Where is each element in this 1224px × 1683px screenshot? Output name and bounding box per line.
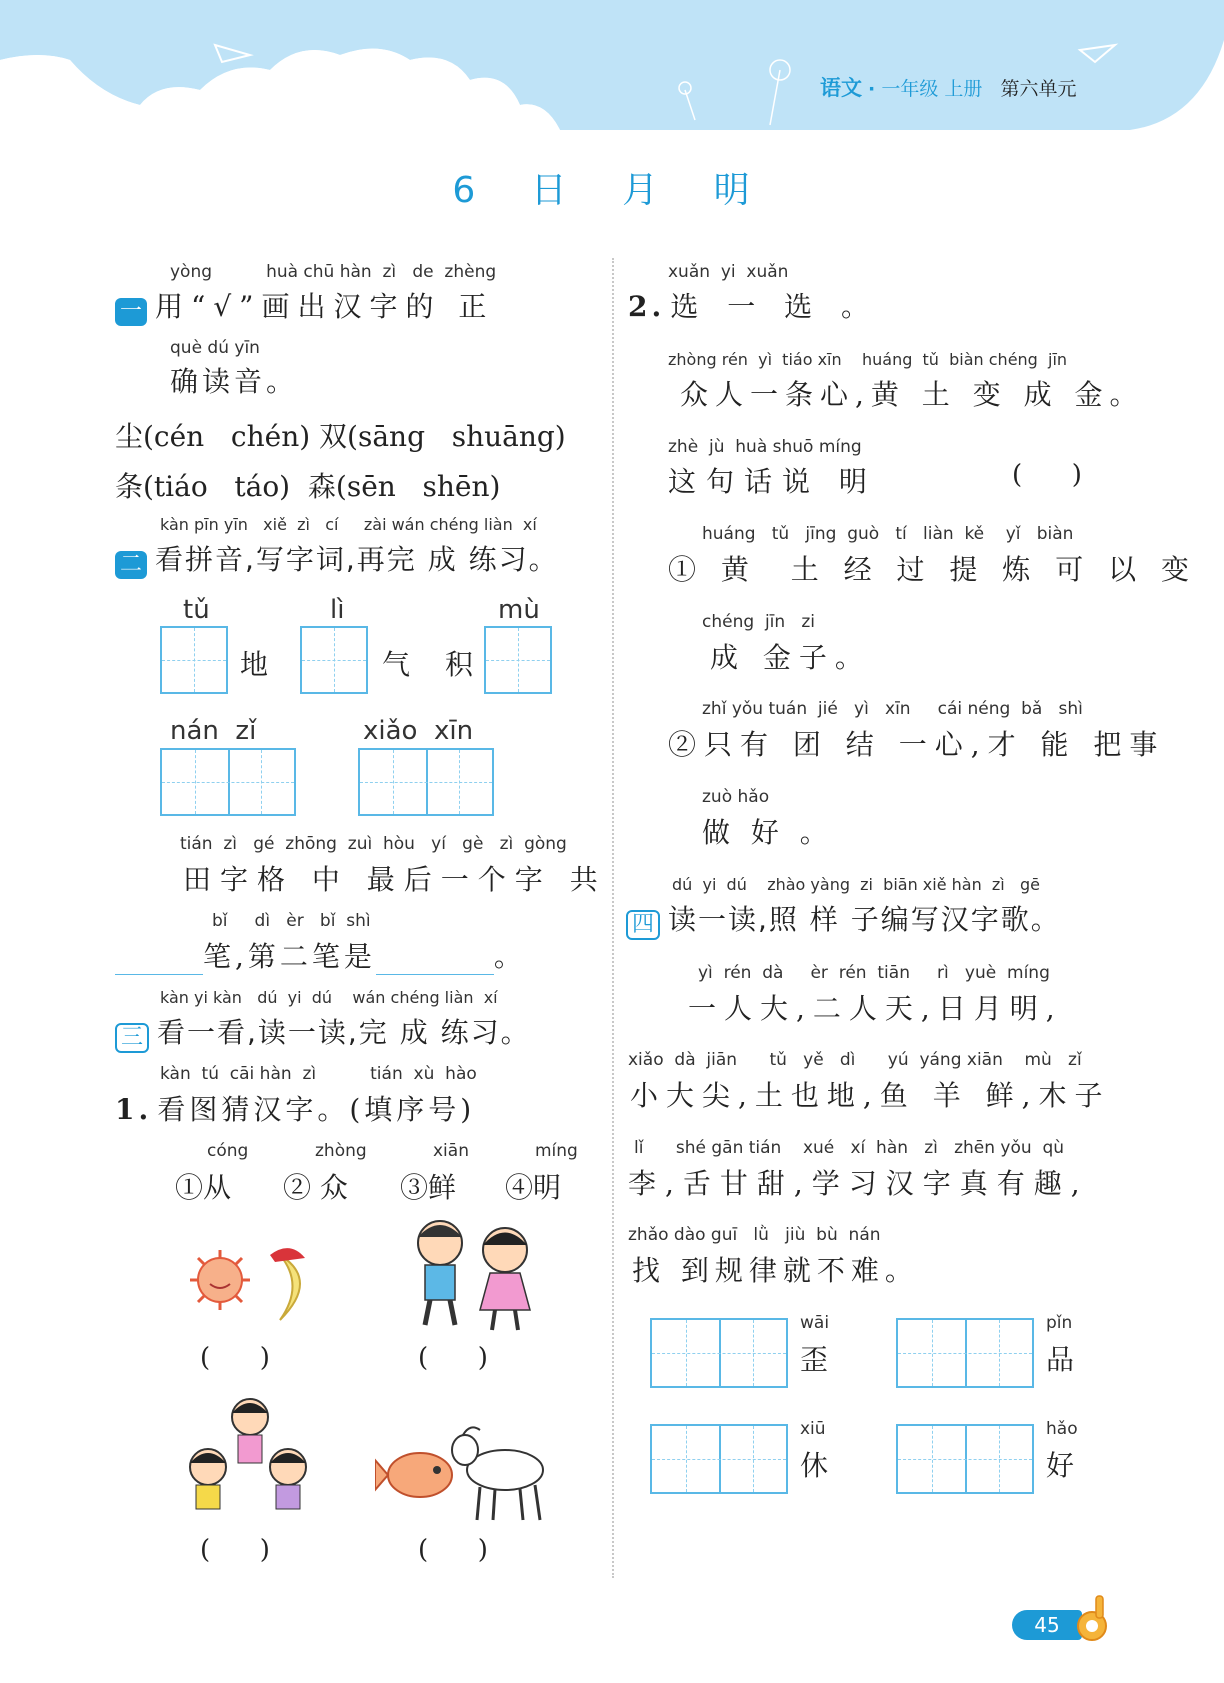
writing-box-double[interactable] (896, 1424, 1034, 1494)
s2-pinyin: zhè jù huà shuō míng (668, 437, 862, 457)
subject-label: 语文 (820, 76, 862, 100)
section-badge-4: 四 (626, 910, 660, 940)
writing-box[interactable] (160, 626, 228, 694)
volume-label: 上册 (944, 78, 983, 100)
sec4-heading (626, 898, 1061, 940)
box-pinyin-3: xiū (800, 1419, 826, 1439)
answer-blank[interactable] (376, 940, 494, 975)
sun-and-moon-illustration (180, 1240, 320, 1330)
writing-box-double[interactable] (160, 748, 296, 816)
answer-blank[interactable] (115, 940, 203, 975)
sec4-instruction: 读一读,照 样 子编写汉字歌。 (668, 903, 1061, 936)
q1-pinyin: kàn tú cāi hàn zì tián xù hào (160, 1064, 477, 1084)
sec1-choice-line-1: 尘(cén chén) 双(sāng shuāng) (115, 420, 566, 453)
sec2-question-pinyin-2: bǐ dì èr bǐ shì (212, 911, 371, 931)
option-pinyin-3: xiān (433, 1141, 469, 1161)
sec2-row2-pinyin-1: nán zǐ (170, 716, 257, 746)
section-badge-3: 三 (115, 1023, 149, 1053)
option-3: ③鲜 (400, 1171, 457, 1204)
writing-box-double[interactable] (650, 1424, 788, 1494)
sec2-row2-pinyin-2: xiǎo xīn (363, 716, 474, 746)
dot-separator: · (868, 78, 876, 100)
sec2-row1-pinyin-2: lì (330, 595, 345, 625)
box-pinyin-2: pǐn (1046, 1313, 1073, 1333)
three-children-illustration (180, 1395, 320, 1525)
answer-paren[interactable]: ( ) (200, 1535, 270, 1565)
sec2-row1-pinyin-1: tǔ (183, 595, 210, 625)
o1b-text: 成 金子。 (710, 641, 871, 674)
hand-logo-icon (1072, 1592, 1112, 1644)
sec2-row1-char-2: 气 (382, 648, 415, 681)
q1-line (115, 1088, 475, 1128)
o2-pinyin: zhǐ yǒu tuán jié yì xīn cái néng bǎ shì (702, 699, 1083, 719)
answer-paren[interactable]: ( ) (1012, 460, 1082, 490)
answer-paren[interactable]: ( ) (418, 1343, 488, 1373)
column-divider (612, 258, 616, 1578)
box-pinyin-4: hǎo (1046, 1419, 1078, 1439)
option-pinyin-1: cóng (207, 1141, 249, 1161)
o2-text: ②只有 团 结 一心,才 能 把事 (668, 728, 1166, 761)
sec1-instruction-2: 确读音。 (170, 365, 299, 398)
p4-text: 找 到规律就不难。 (632, 1254, 919, 1287)
sec3-heading (115, 1011, 531, 1053)
s1-text: 众人一条心,黄 土 变 成 金。 (680, 378, 1145, 411)
box-char-2: 品 (1046, 1343, 1079, 1376)
option-2: ② 众 (283, 1171, 348, 1204)
grade-label: 一年级 (881, 78, 939, 100)
p1-text: 一人大,二人天,日月明, (688, 992, 1063, 1025)
p2-text: 小大尖,土也地,鱼 羊 鲜,木子 (630, 1079, 1111, 1112)
o1-text: ① 黄 土 经 过 提 炼 可 以 变 (668, 553, 1198, 586)
two-children-illustration (400, 1215, 550, 1335)
writing-box-double[interactable] (650, 1318, 788, 1388)
sec2-row1-char-1: 地 (240, 648, 273, 681)
option-4: ④明 (505, 1171, 562, 1204)
header-breadcrumb (820, 72, 1076, 102)
q2-pinyin: xuǎn yi xuǎn (668, 262, 789, 282)
o2b-pinyin: zuò hǎo (702, 787, 770, 807)
box-char-4: 好 (1046, 1449, 1079, 1482)
writing-box-double[interactable] (896, 1318, 1034, 1388)
p4-pinyin: zhǎo dào guī lǜ jiù bù nán (628, 1225, 881, 1245)
sec3-pinyin: kàn yi kàn dú yi dú wán chéng liàn xí (160, 988, 498, 1007)
writing-box[interactable] (484, 626, 552, 694)
sec1-choice-line-2: 条(tiáo táo) 森(sēn shēn) (115, 470, 501, 503)
s1-pinyin: zhòng rén yì tiáo xīn huáng tǔ biàn chéng jīn (668, 350, 1068, 369)
q2-text: 选 一 选 。 (670, 290, 880, 323)
s2-text: 这句话说 明 (668, 465, 877, 498)
option-pinyin-4: míng (535, 1141, 578, 1161)
option-1: ①从 (175, 1171, 232, 1204)
option-pinyin-2: zhòng (315, 1141, 367, 1161)
sec2-row1-pinyin-3: mù (498, 595, 540, 625)
p3-pinyin: lǐ shé gān tián xué xí hàn zì zhēn yǒu qù (634, 1138, 1065, 1158)
answer-paren[interactable]: ( ) (200, 1343, 270, 1373)
sec2-question-pinyin-1: tián zì gé zhōng zuì hòu yí gè zì gòng (180, 834, 567, 854)
sec2-heading (115, 538, 559, 579)
writing-box-double[interactable] (358, 748, 494, 816)
sec2-instruction: 看拼音,写字词,再完 成 练习。 (155, 543, 559, 576)
section-badge-1: 一 (115, 298, 147, 326)
sec2-question-text-1: 田字格 中 最后一个字 共 (183, 863, 607, 896)
writing-box[interactable] (300, 626, 368, 694)
p3-text: 李,舌甘甜,学习汉字真有趣, (628, 1167, 1089, 1200)
unit-label: 第六单元 (1000, 78, 1077, 100)
period: 。 (493, 940, 526, 973)
o1-pinyin: huáng tǔ jīng guò tí liàn kě yǐ biàn (702, 524, 1074, 544)
lesson-title: 6 日 月 明 (452, 170, 772, 211)
q1-text: 看图猜汉字。(填序号) (157, 1093, 476, 1126)
p1-pinyin: yì rén dà èr rén tiān rì yuè míng (698, 963, 1050, 983)
sec4-pinyin: dú yi dú zhào yàng zi biān xiě hàn zì gē (672, 875, 1041, 894)
box-pinyin-1: wāi (800, 1313, 830, 1333)
sec1-instruction: 用“√”画出汉字的 正 (155, 290, 495, 323)
sec2-pinyin: kàn pīn yīn xiě zì cí zài wán chéng liàn xí (160, 515, 537, 534)
page-header (0, 0, 1224, 135)
page-number: 45 (1012, 1610, 1082, 1640)
sec1-pinyin-1: yòng huà chū hàn zì de zhèng (170, 262, 497, 282)
p2-pinyin: xiǎo dà jiān tǔ yě dì yú yáng xiān mù zǐ (628, 1050, 1082, 1070)
sec1-pinyin-2: què dú yīn (170, 338, 260, 358)
sec2-question-line-2 (115, 935, 526, 975)
q2-line (628, 285, 879, 325)
q1-number: 1. (115, 1093, 153, 1126)
fish-and-goat-illustration (375, 1415, 565, 1525)
sky-cloud-banner (0, 0, 1224, 135)
answer-paren[interactable]: ( ) (418, 1535, 488, 1565)
o1b-pinyin: chéng jīn zi (702, 612, 816, 632)
o2b-text: 做 好 。 (702, 816, 834, 849)
section-badge-2: 二 (115, 551, 147, 579)
sec3-instruction: 看一看,读一读,完 成 练习。 (157, 1016, 531, 1049)
box-char-1: 歪 (800, 1343, 833, 1376)
sec1-heading (115, 285, 494, 326)
sec2-question-text-2: 笔,第二笔是 (203, 940, 376, 973)
box-char-3: 休 (800, 1449, 833, 1482)
q2-number: 2. (628, 290, 666, 323)
sec2-row1-char-3: 积 (445, 648, 478, 681)
